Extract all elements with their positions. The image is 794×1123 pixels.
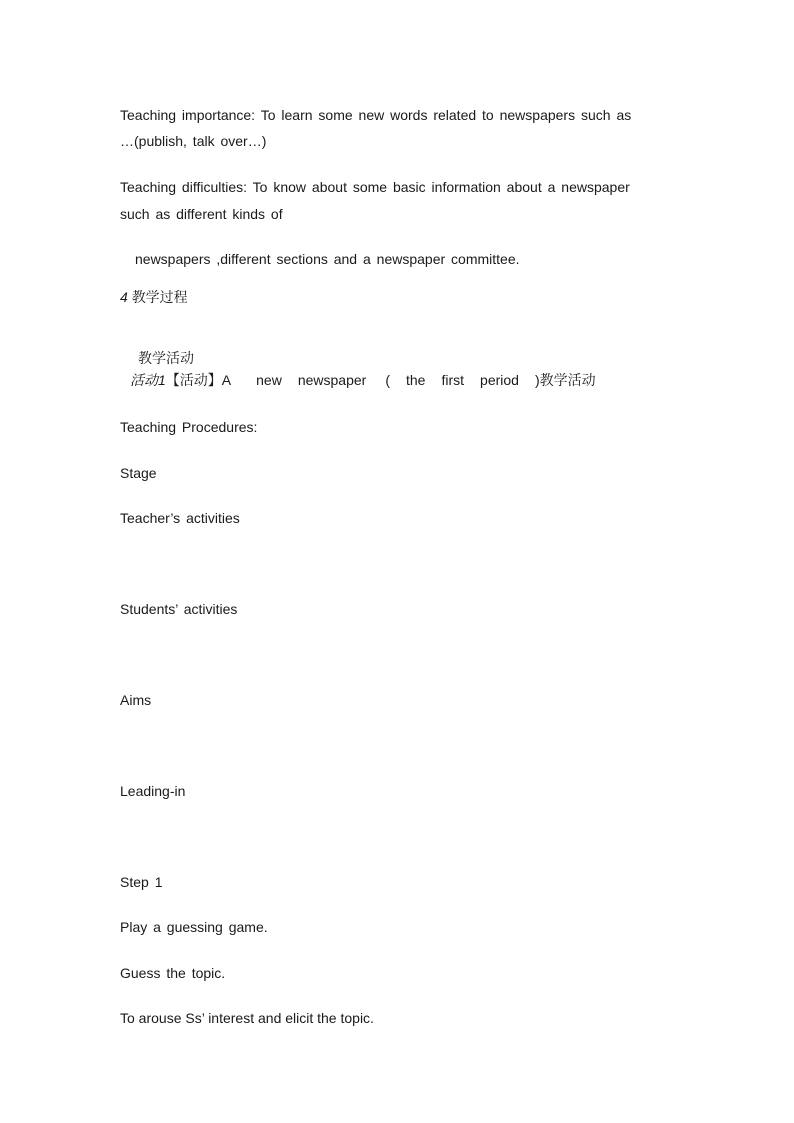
teaching-importance-line-1: Teaching importance: To learn some new words related to newspapers such as bbox=[120, 107, 632, 123]
students-activities-label: Students’ activities bbox=[120, 601, 238, 617]
teaching-procedures-heading: Teaching Procedures: bbox=[120, 419, 258, 435]
activity-title-word: ( bbox=[385, 372, 390, 388]
teaching-difficulties-line-3: newspapers ,different sections and a newspaper committee. bbox=[135, 251, 520, 267]
activity-title-word: A bbox=[221, 372, 232, 388]
teacher-step-1-activity: Play a guessing game. bbox=[120, 919, 268, 935]
activity-label: 活动 bbox=[130, 372, 158, 388]
leading-in-label: Leading-in bbox=[120, 783, 186, 799]
activity-bracket-tag: 【活动】 bbox=[165, 372, 222, 388]
activity-section-heading: 教学活动 bbox=[138, 350, 194, 366]
activity-title-word: new bbox=[256, 372, 282, 388]
activity-title-word: first bbox=[441, 372, 465, 388]
activity-trailing-label: 教学活动 bbox=[539, 372, 596, 388]
activity-title-word: newspaper bbox=[297, 372, 367, 388]
teaching-importance-line-2: …(publish, talk over…) bbox=[120, 133, 267, 149]
activity-number: 1 bbox=[158, 372, 166, 388]
activity-title-word: the bbox=[406, 372, 426, 388]
teaching-difficulties-line-2: such as different kinds of bbox=[120, 206, 283, 222]
stage-label: Stage bbox=[120, 465, 157, 481]
student-step-1-activity: Guess the topic. bbox=[120, 965, 226, 981]
step-label: Step 1 bbox=[120, 874, 163, 890]
aims-label: Aims bbox=[120, 692, 152, 708]
teaching-process-heading bbox=[120, 288, 188, 306]
section-title: 教学过程 bbox=[131, 289, 188, 305]
teacher-activities-label: Teacher’s activities bbox=[120, 510, 240, 526]
teaching-difficulties-line-1: Teaching difficulties: To know about some basic information about a newspaper bbox=[120, 179, 630, 195]
activity-title-word: ) bbox=[534, 372, 540, 388]
section-number: 4 bbox=[120, 289, 128, 305]
step-1-aim: To arouse Ss’ interest and elicit the topic. bbox=[120, 1010, 374, 1026]
activity-title-line bbox=[130, 371, 596, 389]
activity-title-word: period bbox=[480, 372, 519, 388]
